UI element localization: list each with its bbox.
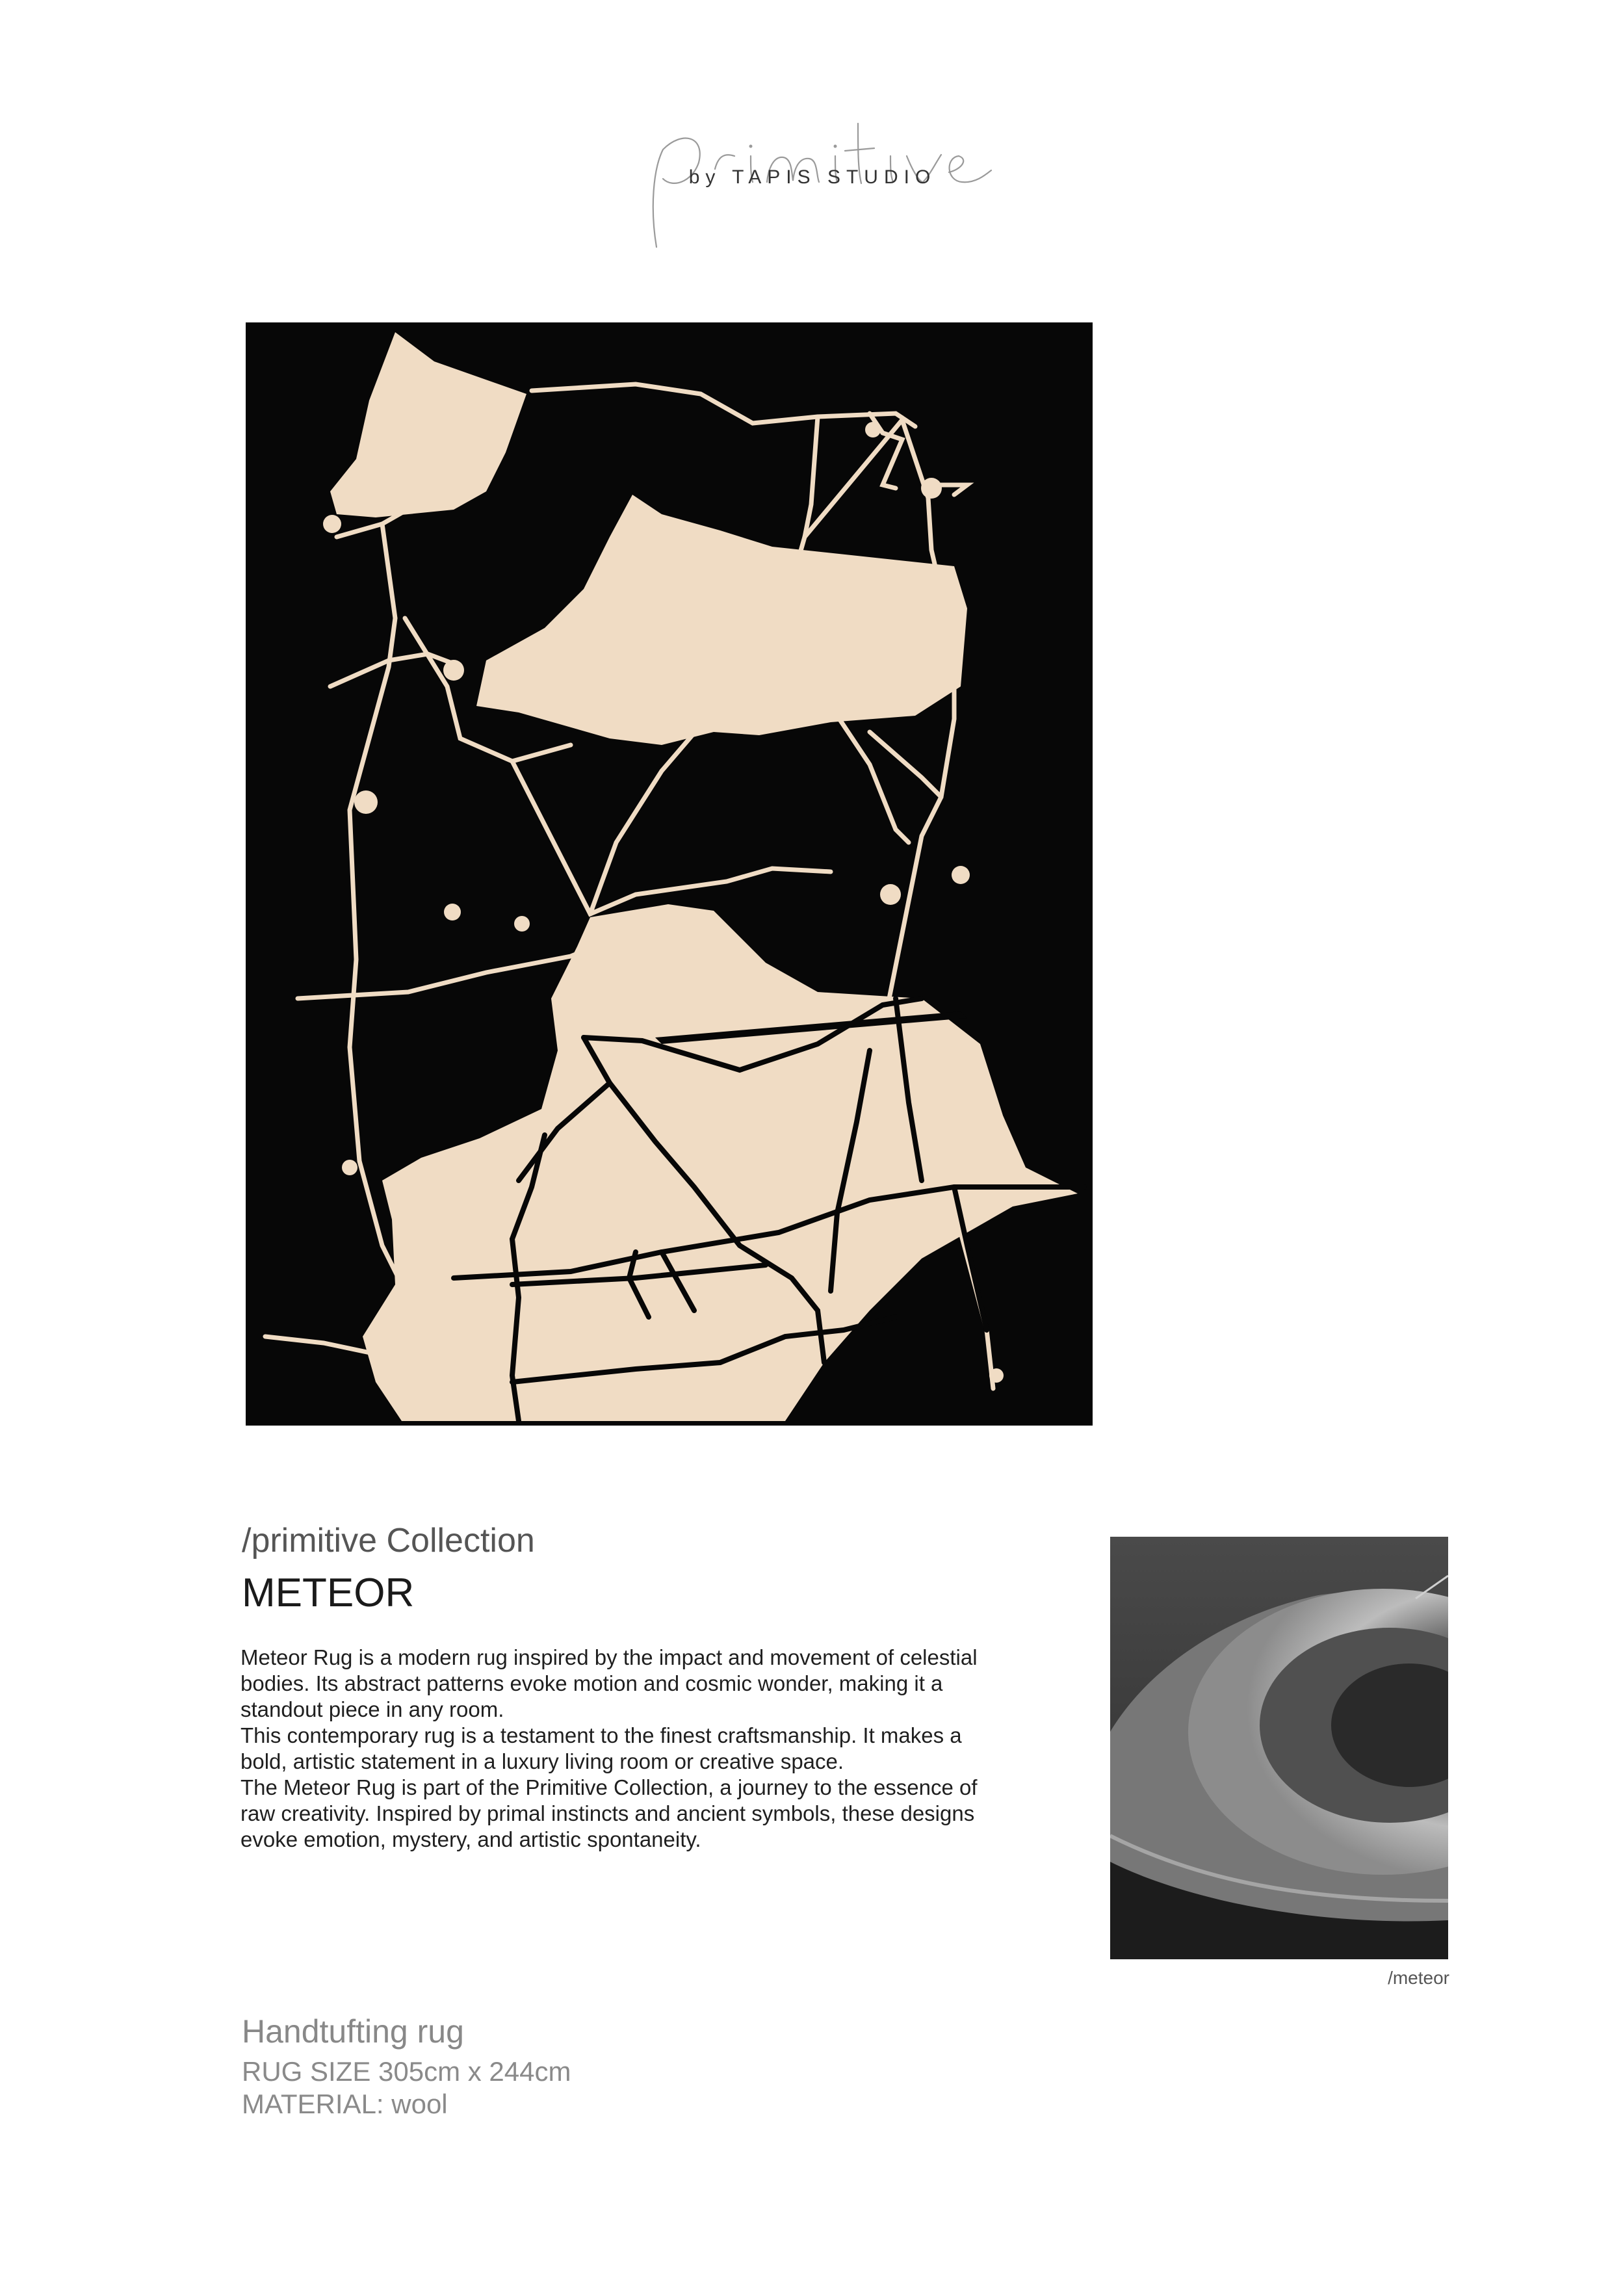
rug-abstract-pattern-icon [246,322,1093,1426]
crater-photo [1110,1537,1448,1959]
product-title: METEOR [242,1571,415,1615]
description-paragraph: This contemporary rug is a testament to the finest craftsmanship. It makes a bold, artistic statement in a luxury living room or creative space. [240,1723,962,1773]
spec-material: MATERIAL: wool [242,2089,448,2119]
collection-subtitle: /primitive Collection [242,1522,535,1559]
product-description [240,1645,981,1853]
brand-tagline: by TAPIS STUDIO [688,166,937,188]
crater-photo-icon [1110,1537,1448,1959]
photo-caption: /meteor [1388,1968,1449,1988]
rug-image [246,322,1093,1426]
description-paragraph: Meteor Rug is a modern rug inspired by the impact and movement of celestial bodies. Its abstract patterns evoke motion and cosmic wonder, making it a standout piece in any room. [240,1645,978,1721]
spec-size: RUG SIZE 305cm x 244cm [242,2056,571,2087]
spec-type: Handtufting rug [242,2013,464,2050]
description-paragraph: The Meteor Rug is part of the Primitive Collection, a journey to the essence of raw creativity. Inspired by primal instincts and ancient symbols, these designs evoke emotion, mystery, and artistic spontaneity. [240,1775,978,1851]
